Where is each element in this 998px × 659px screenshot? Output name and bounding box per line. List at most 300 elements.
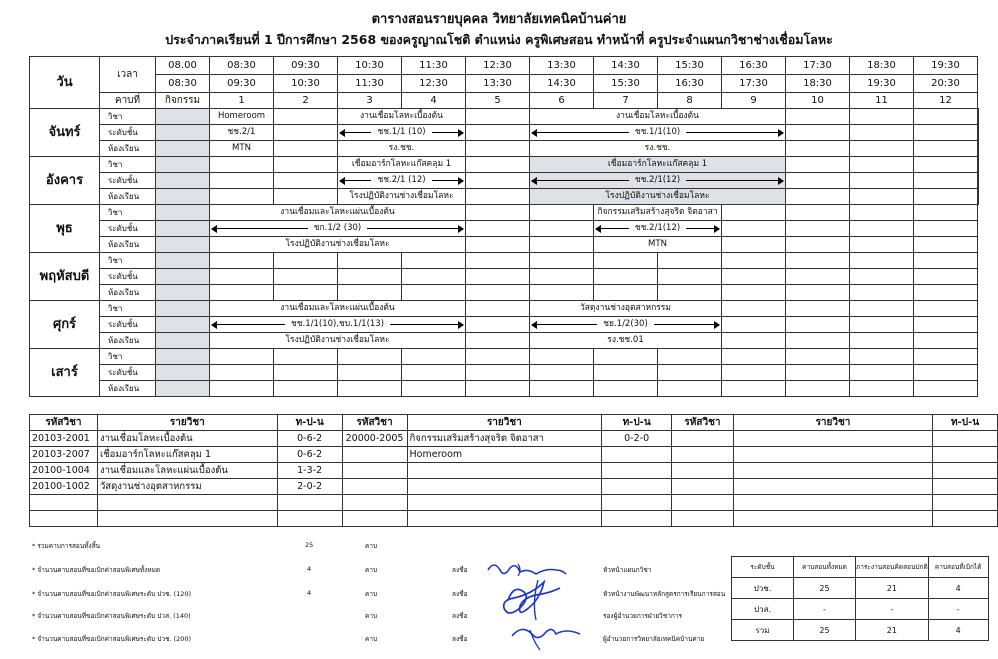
empty-cell (466, 317, 530, 333)
day-name: พุธ (30, 205, 100, 253)
time-start: 08:30 (210, 57, 274, 75)
activity-cell (156, 125, 210, 141)
class-subject-cell (594, 205, 722, 221)
class-level: ชก.1/2 (30) (313, 223, 362, 233)
empty-cell (658, 285, 722, 301)
class-subject: งานเชื่อมและโลหะแผ่นเบื้องต้น (280, 207, 395, 217)
role-deputy-director: รองผู้อำนวยการฝ่ายวิชาการ (603, 612, 682, 620)
class-level: ชช.1/1(10) (634, 127, 681, 137)
empty-cell (722, 381, 786, 397)
row-label-subject: วิชา (100, 253, 156, 269)
pvc-periods-value: 4 (307, 589, 312, 597)
empty-cell (530, 381, 594, 397)
activity-cell (156, 221, 210, 237)
sign-label: ลงชื่อ (452, 590, 468, 598)
row-label-room: ห้องเรียน (100, 237, 156, 253)
row-label-room: ห้องเรียน (100, 189, 156, 205)
subject-name (407, 463, 602, 479)
signatures-image (478, 556, 608, 656)
empty-cell (786, 269, 850, 285)
summary-claim: - (928, 599, 988, 620)
subject-tpn (277, 511, 342, 527)
empty-cell (338, 349, 402, 365)
empty-cell (722, 253, 786, 269)
time-start: 16:30 (722, 57, 786, 75)
class-subject-cell (338, 157, 466, 173)
row-label-room: ห้องเรียน (100, 285, 156, 301)
unit-text: คาบ (365, 566, 378, 574)
page-subtitle: ประจำภาคเรียนที่ 1 ปีการศึกษา 2568 ของครูญาณโชติ ตำแหน่ง ครูพิเศษสอน ทำหน้าที่ ครูประจำแผนกวิชาช่างเชื่อมโลหะ (165, 32, 833, 47)
class-level: ชช.1/1(10),ชบ.1/1(13) (290, 319, 385, 329)
subject-code (672, 447, 734, 463)
subject-name (733, 495, 932, 511)
subject-tpn (277, 495, 342, 511)
empty-cell (530, 365, 594, 381)
empty-cell (658, 253, 722, 269)
empty-cell (786, 237, 850, 253)
empty-cell (530, 205, 594, 221)
total-periods-label: * รวมคาบการสอนทั้งสิ้น (32, 542, 101, 550)
subject-code (342, 495, 407, 511)
empty-cell (914, 141, 978, 157)
empty-cell (914, 157, 978, 173)
empty-cell (466, 237, 530, 253)
summary-normal: 21 (856, 620, 929, 641)
empty-cell (914, 221, 978, 237)
empty-cell (850, 109, 914, 125)
empty-cell (914, 109, 978, 125)
subject-name: Homeroom (407, 447, 602, 463)
class-room-cell (210, 237, 466, 253)
empty-cell (402, 269, 466, 285)
empty-cell (466, 365, 530, 381)
empty-cell (722, 301, 786, 317)
subject-name: งานเชื่อมและโลหะแผ่นเบื้องต้น (97, 463, 277, 479)
subject-tpn (602, 447, 672, 463)
homeroom-label-cell (210, 109, 274, 125)
class-room: โรงปฏิบัติงานช่างเชื่อมโลหะ (605, 191, 710, 201)
empty-cell (466, 285, 530, 301)
subject-tpn (933, 447, 998, 463)
period-number: 5 (466, 93, 530, 109)
time-end: 09:30 (210, 75, 274, 93)
class-level: ชย.1/2(30) (603, 319, 648, 329)
pvc-periods-label: * จำนวนคาบสอนที่ขอเบิกค่าสอนพิเศษระดับ ปวช. (120) (32, 590, 192, 598)
class-subject-cell (530, 109, 786, 125)
subject-tpn (933, 495, 998, 511)
day-name: เสาร์ (30, 349, 100, 397)
summary-total: 25 (794, 578, 856, 599)
subject-code: 20000-2005 (342, 431, 407, 447)
class-room-cell (594, 237, 722, 253)
class-room: รง.ชช. (388, 143, 415, 153)
empty-cell (274, 253, 338, 269)
subject-table (29, 414, 998, 527)
class-room: โรงปฏิบัติงานช่างเชื่อมโลหะ (349, 191, 454, 201)
empty-cell (466, 269, 530, 285)
period-number: 12 (914, 93, 978, 109)
activity-cell (156, 157, 210, 173)
empty-cell (466, 253, 530, 269)
class-subject-cell (530, 157, 786, 173)
period-number: 6 (530, 93, 594, 109)
empty-cell (530, 237, 594, 253)
class-level-cell (338, 125, 466, 141)
class-level: ชช.1/1 (10) (377, 127, 426, 137)
time-end: 15:30 (594, 75, 658, 93)
empty-cell (850, 333, 914, 349)
empty-cell (850, 269, 914, 285)
empty-cell (978, 125, 979, 141)
empty-cell (466, 189, 530, 205)
activity-label: กิจกรรม (156, 93, 210, 109)
subject-tpn (933, 511, 998, 527)
subject-tpn (933, 463, 998, 479)
activity-cell (156, 317, 210, 333)
summary-claim: 4 (928, 620, 988, 641)
subject-code (672, 495, 734, 511)
empty-cell (914, 205, 978, 221)
empty-cell (658, 269, 722, 285)
time-start: 11:30 (402, 57, 466, 75)
subject-code (342, 479, 407, 495)
day-name: พฤหัสบดี (30, 253, 100, 301)
empty-cell (914, 301, 978, 317)
empty-cell (786, 333, 850, 349)
subject-code: 20100-1002 (30, 479, 98, 495)
time-end: 12:30 (402, 75, 466, 93)
timetable-grid (29, 56, 979, 397)
empty-cell (466, 381, 530, 397)
sign-label: ลงชื่อ (452, 612, 468, 620)
empty-cell (786, 285, 850, 301)
empty-cell (658, 349, 722, 365)
activity-cell (156, 253, 210, 269)
subject-name: วัสดุงานช่างอุตสาหกรรม (97, 479, 277, 495)
empty-cell (786, 125, 850, 141)
summary-header: ระดับชั้น (732, 557, 794, 578)
empty-cell (722, 205, 786, 221)
class-room: รง.ชช.01 (607, 335, 644, 345)
empty-cell (914, 125, 978, 141)
period-number: 8 (658, 93, 722, 109)
summary-total: - (794, 599, 856, 620)
subject-name (733, 511, 932, 527)
empty-cell (978, 157, 979, 173)
subject-name (733, 463, 932, 479)
subject-name (97, 495, 277, 511)
empty-cell (722, 365, 786, 381)
empty-cell (786, 365, 850, 381)
empty-cell (466, 301, 530, 317)
time-end: 18:30 (786, 75, 850, 93)
empty-cell (850, 253, 914, 269)
summary-normal: 21 (856, 578, 929, 599)
empty-cell (914, 173, 978, 189)
empty-cell (402, 285, 466, 301)
empty-cell (274, 141, 338, 157)
period-number: 3 (338, 93, 402, 109)
subject-name (407, 495, 602, 511)
empty-cell (466, 157, 530, 173)
class-level-cell (338, 173, 466, 189)
empty-cell (786, 317, 850, 333)
activity-cell (156, 109, 210, 125)
empty-cell (914, 381, 978, 397)
period-number: 10 (786, 93, 850, 109)
time-label: เวลา (100, 57, 156, 93)
special-periods-value: 4 (307, 565, 312, 573)
empty-cell (914, 237, 978, 253)
summary-normal: - (856, 599, 929, 620)
empty-cell (466, 221, 530, 237)
empty-cell (786, 205, 850, 221)
period-number: 11 (850, 93, 914, 109)
class-level-cell (530, 125, 786, 141)
pvs-periods-label: * จำนวนคาบสอนที่ขอเบิกค่าสอนพิเศษระดับ ปวส. (140) (32, 612, 191, 620)
subject-name (733, 479, 932, 495)
empty-cell (274, 285, 338, 301)
row-label-level: ระดับชั้น (100, 317, 156, 333)
subject-tpn (933, 479, 998, 495)
time-start: 13:30 (530, 57, 594, 75)
empty-cell (722, 317, 786, 333)
class-room-cell (530, 141, 786, 157)
empty-cell (210, 173, 274, 189)
empty-cell (914, 349, 978, 365)
subject-tpn (602, 463, 672, 479)
empty-cell (466, 349, 530, 365)
activity-cell (156, 365, 210, 381)
empty-cell (978, 173, 979, 189)
empty-cell (850, 365, 914, 381)
time-end: 16:30 (658, 75, 722, 93)
empty-cell (786, 141, 850, 157)
page-title: ตารางสอนรายบุคคล วิทยาลัยเทคนิคบ้านค่าย (371, 12, 627, 27)
row-label-level: ระดับชั้น (100, 125, 156, 141)
empty-cell (722, 333, 786, 349)
empty-cell (914, 333, 978, 349)
empty-cell (914, 365, 978, 381)
period-number: 2 (274, 93, 338, 109)
homeroom-label: Homeroom (217, 111, 266, 121)
special-periods-label: * จำนวนคาบสอนที่ขอเบิกค่าสอนพิเศษทั้งหมด (32, 566, 161, 574)
class-room-cell (338, 141, 466, 157)
summary-total: 25 (794, 620, 856, 641)
subject-code (30, 495, 98, 511)
subject-name-header: รายวิชา (733, 415, 932, 431)
subject-tpn-header: ท-ป-น (933, 415, 998, 431)
period-number: 9 (722, 93, 786, 109)
empty-cell (978, 189, 979, 205)
subject-name: งานเชื่อมโลหะเบื้องต้น (97, 431, 277, 447)
row-label-level: ระดับชั้น (100, 365, 156, 381)
empty-cell (594, 349, 658, 365)
subject-tpn (602, 495, 672, 511)
empty-cell (658, 365, 722, 381)
class-room: MTN (232, 143, 251, 153)
empty-cell (338, 269, 402, 285)
empty-cell (850, 237, 914, 253)
time-start: 18:30 (850, 57, 914, 75)
class-level-cell (210, 221, 466, 237)
empty-cell (914, 317, 978, 333)
activity-cell (156, 173, 210, 189)
empty-cell (594, 269, 658, 285)
row-label-room: ห้องเรียน (100, 333, 156, 349)
subject-code (342, 447, 407, 463)
class-room-cell (530, 189, 786, 205)
activity-cell (156, 285, 210, 301)
empty-cell (786, 109, 850, 125)
class-room: โรงปฏิบัติงานช่างเชื่อมโลหะ (285, 335, 390, 345)
time-start: 17:30 (786, 57, 850, 75)
class-level: ชช.2/1(12) (634, 223, 681, 233)
empty-cell (850, 141, 914, 157)
time-end: 17:30 (722, 75, 786, 93)
subject-tpn: 0-6-2 (277, 447, 342, 463)
day-header: วัน (30, 57, 100, 109)
row-label-subject: วิชา (100, 349, 156, 365)
empty-cell (274, 349, 338, 365)
subject-name-header: รายวิชา (407, 415, 602, 431)
empty-cell (530, 253, 594, 269)
subject-name-header: รายวิชา (97, 415, 277, 431)
empty-cell (466, 109, 530, 125)
empty-cell (594, 365, 658, 381)
class-level-cell (210, 125, 274, 141)
subject-tpn: 0-6-2 (277, 431, 342, 447)
time-end: 10:30 (274, 75, 338, 93)
time-end: 08:30 (156, 75, 210, 93)
period-label: คาบที่ (100, 93, 156, 109)
subject-code (30, 511, 98, 527)
empty-cell (530, 221, 594, 237)
class-subject: กิจกรรมเสริมสร้างสุจริต จิตอาสา (597, 207, 718, 217)
sign-label: ลงชื่อ (452, 635, 468, 643)
empty-cell (850, 125, 914, 141)
empty-cell (722, 221, 786, 237)
empty-cell (210, 381, 274, 397)
class-subject: เชื่อมอาร์กโลหะแก๊สคลุม 1 (607, 159, 708, 169)
empty-cell (786, 157, 850, 173)
empty-cell (274, 189, 338, 205)
summary-claim: 4 (928, 578, 988, 599)
class-level-cell (594, 221, 722, 237)
summary-table (731, 556, 989, 641)
empty-cell (274, 125, 338, 141)
role-dept-head: หัวหน้าแผนกวิชา (603, 566, 652, 574)
class-room: รง.ชช. (644, 143, 671, 153)
subject-tpn: 1-3-2 (277, 463, 342, 479)
subject-code (672, 479, 734, 495)
total-periods-value: 25 (305, 541, 314, 549)
class-room-cell (210, 333, 466, 349)
empty-cell (210, 285, 274, 301)
activity-cell (156, 205, 210, 221)
time-start: 12:30 (466, 57, 530, 75)
class-subject-cell (210, 205, 466, 221)
empty-cell (402, 253, 466, 269)
class-room-cell (338, 189, 466, 205)
subject-name (407, 511, 602, 527)
empty-cell (914, 285, 978, 301)
subject-tpn (933, 431, 998, 447)
empty-cell (850, 301, 914, 317)
activity-cell (156, 189, 210, 205)
empty-cell (274, 157, 338, 173)
empty-cell (338, 285, 402, 301)
time-end: 14:30 (530, 75, 594, 93)
empty-cell (274, 173, 338, 189)
unit-text: คาบ (365, 542, 378, 550)
empty-cell (530, 349, 594, 365)
class-subject: งานเชื่อมและโลหะแผ่นเบื้องต้น (280, 303, 395, 313)
subject-code-header: รหัสวิชา (672, 415, 734, 431)
empty-cell (850, 173, 914, 189)
class-level: ชช.2/1 (227, 127, 256, 137)
subject-code (672, 431, 734, 447)
row-label-subject: วิชา (100, 205, 156, 221)
empty-cell (210, 189, 274, 205)
empty-cell (210, 365, 274, 381)
empty-cell (786, 381, 850, 397)
empty-cell (210, 157, 274, 173)
day-name: ศุกร์ (30, 301, 100, 349)
period-number: 4 (402, 93, 466, 109)
activity-cell (156, 141, 210, 157)
empty-cell (786, 173, 850, 189)
empty-cell (594, 253, 658, 269)
time-end: 19:30 (850, 75, 914, 93)
empty-cell (530, 285, 594, 301)
class-room: MTN (648, 239, 667, 249)
row-label-level: ระดับชั้น (100, 173, 156, 189)
subject-name (733, 431, 932, 447)
empty-cell (402, 365, 466, 381)
class-subject: งานเชื่อมโลหะเบื้องต้น (616, 111, 699, 121)
subject-code: 20103-2007 (30, 447, 98, 463)
empty-cell (850, 189, 914, 205)
class-subject-cell (210, 301, 466, 317)
subject-code-header: รหัสวิชา (30, 415, 98, 431)
empty-cell (914, 189, 978, 205)
bachelor-periods-label: * จำนวนคาบสอนที่ขอเบิกค่าสอนพิเศษระดับ ปวช. (200) (32, 635, 192, 643)
unit-text: คาบ (365, 612, 378, 620)
empty-cell (274, 365, 338, 381)
activity-cell (156, 269, 210, 285)
subject-name (733, 447, 932, 463)
class-level-cell (530, 317, 722, 333)
empty-cell (338, 381, 402, 397)
summary-header: คาบสอนทั้งหมด (794, 557, 856, 578)
empty-cell (722, 237, 786, 253)
subject-tpn (602, 479, 672, 495)
class-room-cell (210, 141, 274, 157)
summary-level: ปวส. (732, 599, 794, 620)
time-end: 20:30 (914, 75, 978, 93)
subject-name: เชื่อมอาร์กโลหะแก๊สคลุม 1 (97, 447, 277, 463)
empty-cell (850, 205, 914, 221)
empty-cell (402, 381, 466, 397)
day-name: จันทร์ (30, 109, 100, 157)
row-label-subject: วิชา (100, 301, 156, 317)
empty-cell (594, 381, 658, 397)
time-start: 19:30 (914, 57, 978, 75)
time-start: 08.00 (156, 57, 210, 75)
empty-cell (530, 269, 594, 285)
empty-cell (466, 141, 530, 157)
